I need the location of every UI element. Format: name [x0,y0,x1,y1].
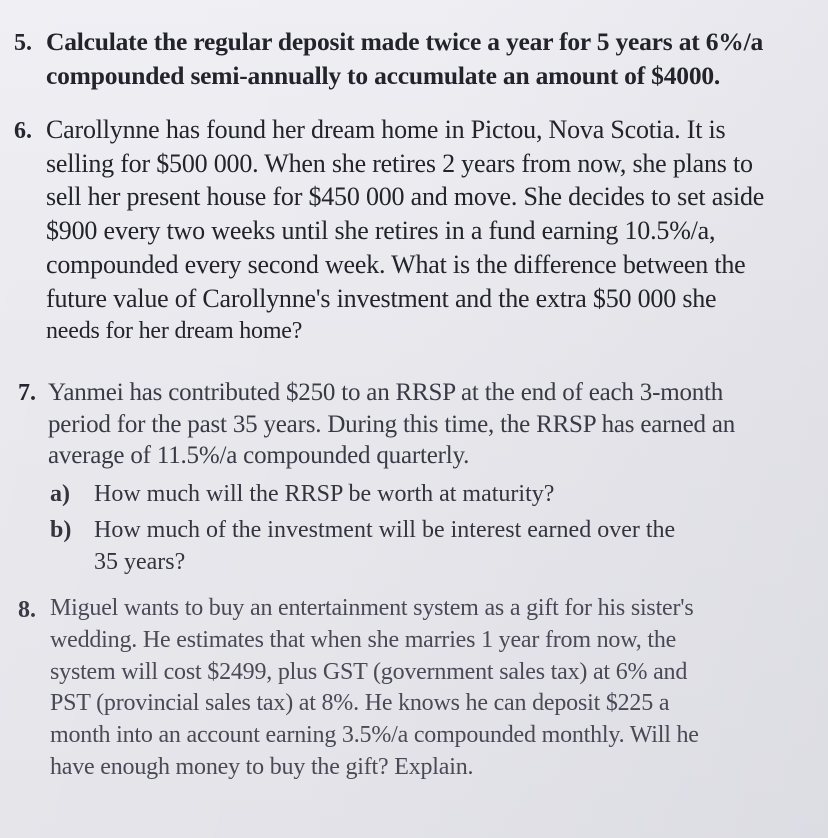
problem-line: Carollynne has found her dream home in Pictou, Nova Scotia. It is [46,115,726,144]
problem-line: Miguel wants to buy an entertainment system as a gift for his sister's [50,595,694,621]
problem-line: system will cost $2499, plus GST (government sales tax) at 6% and [50,658,688,685]
sub-question-b-continued [94,546,185,578]
problem-line: selling for $500 000. When she retires 2 years from now, she plans to [46,148,753,178]
problem-text [46,113,764,349]
sub-question-a [50,478,554,510]
problem-line: Yanmei has contributed $250 to an RRSP at the end of each 3-month [48,379,724,406]
sub-question-text: How much of the investment will be interest earned over the [94,517,676,543]
problem-line: Calculate the regular deposit made twice a year for 5 years at 6%/a [46,27,763,56]
problem-line: average of 11.5%/a compounded quarterly. [48,442,470,469]
sub-question-b [50,514,675,546]
problem-text [50,593,699,784]
problem-line: compounded semi-annually to accumulate an amount of $4000. [46,60,721,90]
problem-line: needs for her dream home? [46,318,303,345]
problem-line: compounded every second week. What is the difference between the [46,249,746,279]
problem-line: $900 every two weeks until she retires in a fund earning 10.5%/a, [46,216,716,246]
problem-text [46,25,763,92]
problem-line: future value of Carollynne's investment and the extra $50 000 she [46,283,717,313]
problem-number: 6. [14,118,32,144]
problem-line: month into an account earning 3.5%/a compounded monthly. Will he [50,722,699,749]
problem-number: 7. [18,380,36,406]
problem-line: PST (provincial sales tax) at 8%. He knows he can deposit $225 a [50,690,670,717]
sub-question-text: How much will the RRSP be worth at maturity? [94,481,555,507]
problem-line: period for the past 35 years. During this time, the RRSP has earned an [48,410,736,438]
sub-question-label: a) [50,481,70,507]
problem-line: wedding. He estimates that when she marries 1 year from now, the [50,626,677,653]
sub-question-label: b) [50,517,72,543]
problem-line: have enough money to buy the gift? Explain. [50,753,474,780]
problem-line: sell her present house for $450 000 and move. She decides to set aside [46,182,765,212]
problem-number: 8. [18,597,36,623]
problem-number: 5. [14,30,32,56]
problem-text [48,377,735,472]
sub-question-text: 35 years? [94,549,186,575]
